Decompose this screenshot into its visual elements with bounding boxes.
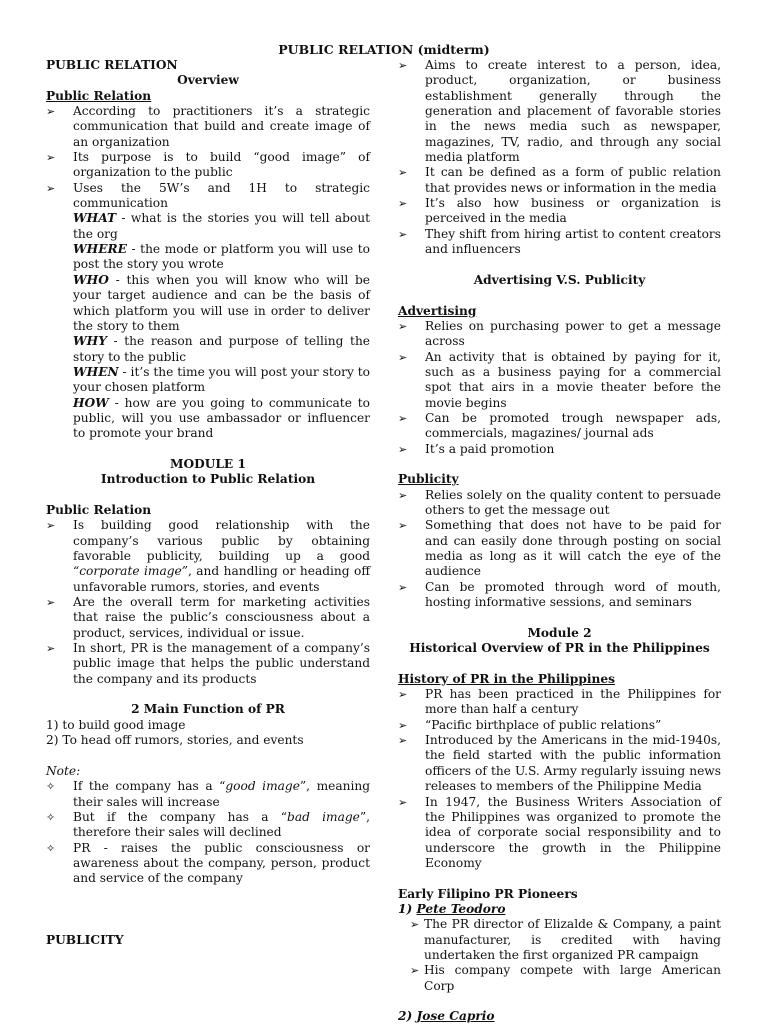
list-item [398, 165, 721, 196]
functions-title: 2 Main Function of PR [131, 702, 285, 717]
function-item: 1) to build good image [46, 717, 186, 732]
advertising-vs-publicity-title: Advertising V.S. Publicity [473, 272, 646, 287]
arrow-bullet-icon: ➢ [398, 688, 408, 702]
list-item-text: Uses the 5W’s and 1H to strategic communication [73, 180, 370, 211]
history-label: History of PR in the Philippines [398, 671, 615, 686]
w-item-what: WHAT - what is the stories you will tell about the org [73, 211, 370, 241]
pioneer-item-text: The PR director of Elizalde & Company, a paint manufacturer, is credited with having undertaken the first organized PR campaign [424, 917, 721, 962]
list-item-text: It’s a paid promotion [425, 441, 555, 456]
diamond-bullet-icon: ✧ [46, 841, 56, 855]
pioneer-item [410, 917, 721, 963]
list-item-text: Something that does not have to be paid for and can easily done through posting on social media as long as it will catch the eye of the audience [425, 518, 721, 579]
arrow-bullet-icon: ➢ [398, 734, 408, 748]
module2-heading: Module 2 [527, 625, 592, 640]
list-item [398, 795, 721, 872]
publicity-label: Publicity [398, 472, 459, 487]
arrow-bullet-icon: ➢ [398, 227, 408, 241]
page-title: PUBLIC RELATION (midterm) [278, 42, 490, 57]
arrow-bullet-icon: ➢ [46, 105, 56, 119]
pioneer-item-text: His company compete with large American Corp [424, 963, 721, 993]
note-item-text: But if the company has a “bad image”, therefore their sales will declined [73, 809, 370, 840]
list-item [398, 319, 721, 350]
arrow-bullet-icon: ➢ [46, 181, 56, 195]
list-item [398, 718, 721, 733]
list-item [46, 641, 370, 687]
list-item-text: Can be promoted trough newspaper ads, commercials, magazines/ journal ads [425, 410, 721, 441]
list-item-text: Are the overall term for marketing activities that raise the public’s consciousness about a product, services, individual or issue. [73, 595, 370, 640]
function-item: 2) To head off rumors, stories, and events [46, 733, 304, 748]
list-item [398, 488, 721, 519]
list-item [398, 227, 721, 258]
arrow-bullet-icon: ➢ [398, 519, 408, 533]
note-item-text: PR - raises the public consciousness or awareness about the company, person, product and service of the company [73, 840, 370, 886]
module2-title: Historical Overview of PR in the Philippines [409, 641, 710, 656]
list-item-text: Aims to create interest to a person, idea, product, organization, or business establishment generally through the generation and placement of favorable stories in the news media such as newspaper, magazines, TV, radio, and through any social media platform [425, 58, 721, 165]
arrow-bullet-icon: ➢ [410, 964, 420, 978]
arrow-bullet-icon: ➢ [398, 795, 408, 809]
list-item-text: Relies solely on the quality content to persuade others to get the message out [425, 487, 721, 517]
arrow-bullet-icon: ➢ [398, 197, 408, 211]
advertising-label: Advertising [398, 303, 477, 318]
list-item-text: “Pacific birthplace of public relations” [425, 717, 662, 732]
arrow-bullet-icon: ➢ [46, 519, 56, 533]
w-item-who: WHO - this when you will know who will be your target audience and can be the basis of which platform you will use in order to deliver the story to them [73, 272, 370, 333]
list-item [398, 58, 721, 165]
pioneer-1: 1) Pete Teodoro [398, 901, 506, 916]
arrow-bullet-icon: ➢ [398, 580, 408, 594]
note-item [46, 810, 370, 841]
list-item [398, 580, 721, 611]
list-item-text: An activity that is obtained by paying for it, such as a business paying for a commercial spot that airs in a movie theater before the movie begins [425, 349, 721, 410]
list-item [398, 733, 721, 794]
list-item [398, 350, 721, 411]
pioneers-title: Early Filipino PR Pioneers [398, 886, 578, 901]
pioneer-item [410, 963, 721, 994]
note-label: Note: [46, 763, 81, 778]
w-item-where: WHERE - the mode or platform you will use to post the story you wrote [73, 242, 370, 272]
list-item-text: Relies on purchasing power to get a message across [425, 318, 721, 349]
note-item [46, 841, 370, 887]
arrow-bullet-icon: ➢ [398, 59, 408, 72]
right-column [398, 58, 721, 1025]
arrow-bullet-icon: ➢ [46, 642, 56, 656]
list-item-text: Its purpose is to build “good image” of organization to the public [73, 150, 370, 180]
list-item [398, 196, 721, 227]
module1-heading: MODULE 1 [170, 456, 246, 471]
w-item-how: HOW - how are you going to communicate to public, will you use ambassador or influencer to promote your brand [73, 395, 370, 441]
list-item-text: In 1947, the Business Writers Association of the Philippines was organized to promote the idea of corporate social responsibility and to underscore the growth in the Philippine Economy [425, 794, 721, 870]
list-item-text: According to practitioners it’s a strategic communication that build and create image of an organization [73, 104, 370, 149]
arrow-bullet-icon: ➢ [398, 442, 408, 456]
list-item [398, 411, 721, 442]
section-heading-public-relation: PUBLIC RELATION [46, 58, 178, 72]
list-item-text: Can be promoted through word of mouth, hosting informative sessions, and seminars [425, 579, 721, 610]
list-item-text: PR has been practiced in the Philippines for more than half a century [425, 687, 721, 717]
diamond-bullet-icon: ✧ [46, 810, 56, 824]
overview-heading: Overview [177, 73, 239, 88]
list-item-text: They shift from hiring artist to content creators and influencers [425, 226, 721, 257]
list-item [398, 687, 721, 718]
diamond-bullet-icon: ✧ [46, 780, 56, 794]
arrow-bullet-icon: ➢ [398, 350, 408, 364]
arrow-bullet-icon: ➢ [398, 166, 408, 180]
list-item-text: In short, PR is the management of a company’s public image that helps the public understand the company and its products [73, 641, 370, 686]
w-item-when: WHEN - it’s the time you will post your story to your chosen platform [73, 364, 370, 395]
list-item [46, 595, 370, 641]
list-item-text: It can be defined as a form of public relation that provides news or information in the media [425, 165, 721, 195]
left-column [46, 58, 370, 948]
list-item [46, 518, 370, 595]
list-item [398, 518, 721, 579]
arrow-bullet-icon: ➢ [46, 596, 56, 610]
arrow-bullet-icon: ➢ [398, 411, 408, 425]
note-item-text: If the company has a “good image”, meaning their sales will increase [73, 779, 370, 809]
note-item [46, 779, 370, 810]
module1-title: Introduction to Public Relation [100, 472, 316, 487]
arrow-bullet-icon: ➢ [398, 319, 408, 333]
list-item [398, 442, 721, 457]
public-relation-label-2: Public Relation [46, 502, 152, 517]
public-relation-label: Public Relation [46, 88, 152, 103]
w-item-why: WHY - the reason and purpose of telling the story to the public [73, 334, 370, 364]
list-item-text: It’s also how business or organization is perceived in the media [425, 196, 721, 226]
pioneer-2: 2) Jose Caprio [398, 1009, 495, 1024]
arrow-bullet-icon: ➢ [46, 151, 56, 165]
arrow-bullet-icon: ➢ [398, 488, 408, 502]
list-item [46, 150, 370, 181]
arrow-bullet-icon: ➢ [398, 718, 408, 732]
list-item-text: Introduced by the Americans in the mid-1940s, the field started with the public information officers of the U.S. Army regularly issuing news releases to members of the Philippine Media [425, 733, 721, 794]
arrow-bullet-icon: ➢ [410, 918, 420, 932]
list-item-text: Is building good relationship with the company’s various public by obtaining favorable publicity, building up a good “corporate image”, and handling or heading off unfavorable rumors, stories, and events [73, 518, 370, 594]
list-item [46, 104, 370, 150]
publicity-heading: PUBLICITY [46, 932, 124, 947]
list-item [46, 181, 370, 212]
